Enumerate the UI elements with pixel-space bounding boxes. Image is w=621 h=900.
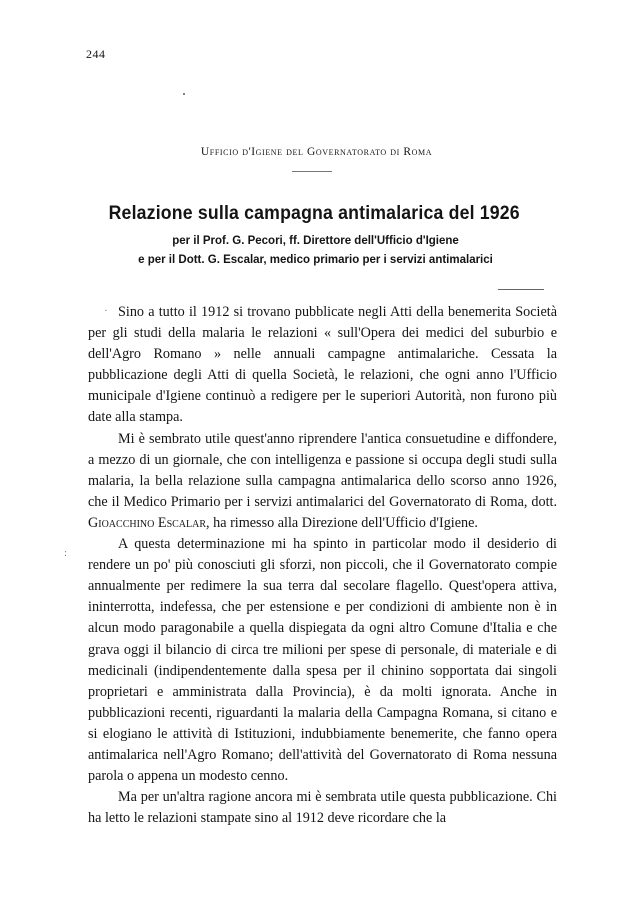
article-title: Relazione sulla campagna antimalarica del 1926 (108, 203, 520, 224)
scan-speck (183, 93, 185, 95)
paragraph (88, 534, 557, 787)
person-name: Gioacchino Escalar (88, 514, 207, 531)
byline-author-2: e per il Dott. G. Escalar, medico primario per i servizi antimalarici (138, 254, 493, 266)
office-heading: Ufficio d'Igiene del Governatorato di Roma (200, 146, 433, 158)
paragraph-text: Sino a tutto il 1912 si trovano pubblicate negli Atti della benemerita Società per gli studi della malaria le relazioni « sull'Opera dei medici del suburbio e dell'Agro Romano » nelle annuali campagne antimalariche. Cessata la pubblicazione degli Atti di quella Società, le relazioni, che ogni anno l'Ufficio municipale d'Igiene continuò a redigere per le superiori Autorità, non furono più date alla stampa. (88, 304, 557, 426)
section-divider (498, 289, 544, 290)
paragraph-text: Mi è sembrato utile quest'anno riprendere l'antica consuetudine e diffondere, a mezzo di un giornale, che con intelligenza e passione si occupa degli studi sulla malaria, la bella relazione sulla campagna antimalarica dello scorso anno 1926, che il Medico Primario per i servizi antimalarici del Governatorato di Roma, dott. (88, 430, 557, 510)
paragraph-text: , ha rimesso alla Direzione dell'Ufficio d'Igiene. (206, 514, 478, 531)
paragraph-text: A questa determinazione mi ha spinto in particolar modo il desiderio di rendere un po' più conosciuti gli sforzi, non piccoli, che il Governatorato compie annualmente per redimere la sua terra dal secolare flagello. Quest'opera attiva, ininterrotta, indefessa, che per estensione e per condizioni di ambiente non è in alcun modo paragonabile a quella dispiegata da ogni altro Comune d'Italia e che grava oggi il bilancio di circa tre milioni per spese di personale, di materiale e di medicinali (indipendentemente dalla spesa per il chinino sopportata dai singoli proprietari e amministrata dalla Provincia), è da molti ignorata. Anche in pubblicazioni recenti, riguardanti la malaria della Campagna Romana, si citano e si elogiano le attività di Istituzioni, indubbiamente benemerite, che fanno opera antimalarica nell'Agro Romano; dell'attività del Governatorato di Roma nessuna parola o appena un modesto cenno. (88, 536, 557, 785)
byline-author-1: per il Prof. G. Pecori, ff. Direttore dell'Ufficio d'Igiene (172, 235, 459, 247)
paragraph (88, 429, 557, 534)
paragraph (88, 302, 557, 429)
paragraph-text: Ma per un'altra ragione ancora mi è sembrata utile questa pubblicazione. Chi ha letto le relazioni stampate sino al 1912 deve ricordare che la (88, 789, 557, 827)
body-text (88, 302, 557, 829)
margin-mark: : (64, 547, 68, 559)
page-number: 244 (86, 47, 106, 61)
paragraph (88, 787, 557, 829)
margin-dot: · (104, 305, 108, 317)
office-divider (292, 171, 332, 172)
